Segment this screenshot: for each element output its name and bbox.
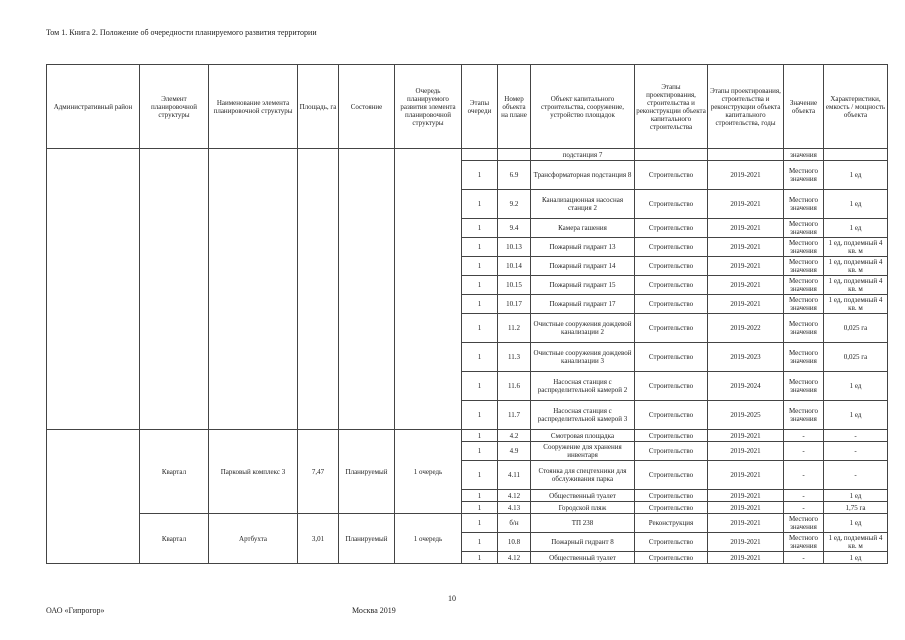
object-cell: Пожарный гидрант 8 (531, 533, 635, 552)
element-cell (140, 149, 209, 430)
capacity-cell: 1 ед (824, 490, 888, 502)
action-cell: Строительство (635, 430, 708, 442)
district-cell (47, 149, 140, 430)
action-cell (635, 149, 708, 161)
capacity-cell: 1 ед (824, 161, 888, 190)
object-number-cell: б/н (498, 514, 531, 533)
object-cell: Очистные сооружения дождевой канализации 3 (531, 343, 635, 372)
object-number-cell: 10.13 (498, 238, 531, 257)
table-row (47, 514, 888, 533)
object-cell: ТП 238 (531, 514, 635, 533)
action-cell: Реконструкция (635, 514, 708, 533)
capacity-cell: 0,025 га (824, 343, 888, 372)
significance-cell: Местного значения (784, 401, 824, 430)
capacity-cell (824, 149, 888, 161)
object-number-cell: 10.15 (498, 276, 531, 295)
object-number-cell: 10.14 (498, 257, 531, 276)
city-year: Москва 2019 (352, 606, 396, 615)
action-cell: Строительство (635, 502, 708, 514)
years-cell: 2019-2021 (708, 490, 784, 502)
object-cell: Трансформаторная подстанция 8 (531, 161, 635, 190)
object-cell: Пожарный гидрант 17 (531, 295, 635, 314)
object-cell: Общественный туалет (531, 490, 635, 502)
table-row (47, 149, 888, 161)
years-cell: 2019-2021 (708, 552, 784, 564)
significance-cell: Местного значения (784, 257, 824, 276)
object-number-cell (498, 149, 531, 161)
header-cell: Объект капитального строительства, сооружение, устройство площадок (531, 65, 635, 149)
capacity-cell: 1 ед, подземный 4 кв. м (824, 257, 888, 276)
significance-cell: Местного значения (784, 533, 824, 552)
years-cell: 2019-2021 (708, 190, 784, 219)
significance-cell: Местного значения (784, 161, 824, 190)
object-number-cell: 4.11 (498, 461, 531, 490)
element-cell: Квартал (140, 430, 209, 514)
years-cell: 2019-2021 (708, 461, 784, 490)
action-cell: Строительство (635, 257, 708, 276)
object-cell: Пожарный гидрант 14 (531, 257, 635, 276)
years-cell: 2019-2023 (708, 343, 784, 372)
element-name-cell (209, 149, 298, 430)
significance-cell: значения (784, 149, 824, 161)
stage-cell: 1 (462, 502, 498, 514)
years-cell: 2019-2024 (708, 372, 784, 401)
action-cell: Строительство (635, 295, 708, 314)
stage-cell: 1 (462, 314, 498, 343)
stage-cell: 1 (462, 219, 498, 238)
stage-cell: 1 (462, 552, 498, 564)
action-cell: Строительство (635, 442, 708, 461)
significance-cell: - (784, 461, 824, 490)
significance-cell: Местного значения (784, 514, 824, 533)
action-cell: Строительство (635, 343, 708, 372)
header-cell: Состояние (339, 65, 395, 149)
header-cell: Элемент планировочной структуры (140, 65, 209, 149)
years-cell: 2019-2021 (708, 442, 784, 461)
object-number-cell: 6.9 (498, 161, 531, 190)
action-cell: Строительство (635, 314, 708, 343)
object-number-cell: 9.2 (498, 190, 531, 219)
object-cell: Насосная станция с распределительной камерой 3 (531, 401, 635, 430)
action-cell: Строительство (635, 161, 708, 190)
stage-cell: 1 (462, 190, 498, 219)
action-cell: Строительство (635, 219, 708, 238)
page-number: 10 (448, 594, 456, 603)
state-cell (339, 149, 395, 430)
object-cell: Насосная станция с распределительной камерой 2 (531, 372, 635, 401)
object-number-cell: 4.9 (498, 442, 531, 461)
action-cell: Строительство (635, 490, 708, 502)
area-cell (298, 149, 339, 430)
stage-cell: 1 (462, 442, 498, 461)
stage-cell: 1 (462, 276, 498, 295)
action-cell: Строительство (635, 533, 708, 552)
stage-cell: 1 (462, 461, 498, 490)
state-cell: Планируемый (339, 430, 395, 514)
header-cell: Площадь, га (298, 65, 339, 149)
staging-table (46, 64, 888, 564)
area-cell: 3,01 (298, 514, 339, 564)
header-cell: Значение объекта (784, 65, 824, 149)
object-cell: Сооружение для хранения инвентаря (531, 442, 635, 461)
capacity-cell: - (824, 461, 888, 490)
organization-name: ОАО «Гипрогор» (46, 606, 105, 615)
queue-cell: 1 очередь (395, 514, 462, 564)
object-cell: Пожарный гидрант 13 (531, 238, 635, 257)
header-cell: Характеристики, емкость / мощность объекта (824, 65, 888, 149)
capacity-cell: 1 ед (824, 552, 888, 564)
object-cell: Смотровая площадка (531, 430, 635, 442)
significance-cell: Местного значения (784, 314, 824, 343)
element-cell: Квартал (140, 514, 209, 564)
years-cell: 2019-2021 (708, 502, 784, 514)
header-cell: Номер объекта на плане (498, 65, 531, 149)
object-number-cell: 9.4 (498, 219, 531, 238)
action-cell: Строительство (635, 238, 708, 257)
capacity-cell: 1 ед (824, 514, 888, 533)
header-cell: Этапы очереди (462, 65, 498, 149)
capacity-cell: 1 ед, подземный 4 кв. м (824, 295, 888, 314)
object-number-cell: 4.12 (498, 490, 531, 502)
stage-cell: 1 (462, 295, 498, 314)
object-number-cell: 11.2 (498, 314, 531, 343)
action-cell: Строительство (635, 372, 708, 401)
header-cell: Этапы проектирования, строительства и реконструкции объекта капитального строительства (635, 65, 708, 149)
stage-cell: 1 (462, 257, 498, 276)
element-name-cell: Артбухта (209, 514, 298, 564)
years-cell: 2019-2021 (708, 533, 784, 552)
significance-cell: Местного значения (784, 219, 824, 238)
years-cell: 2019-2021 (708, 430, 784, 442)
object-number-cell: 11.6 (498, 372, 531, 401)
years-cell: 2019-2021 (708, 514, 784, 533)
object-cell: подстанция 7 (531, 149, 635, 161)
stage-cell: 1 (462, 533, 498, 552)
capacity-cell: 1 ед (824, 190, 888, 219)
object-cell: Канализационная насосная станция 2 (531, 190, 635, 219)
state-cell: Планируемый (339, 514, 395, 564)
stage-cell: 1 (462, 372, 498, 401)
stage-cell: 1 (462, 430, 498, 442)
years-cell: 2019-2021 (708, 219, 784, 238)
action-cell: Строительство (635, 552, 708, 564)
stage-cell: 1 (462, 238, 498, 257)
stage-cell: 1 (462, 343, 498, 372)
object-number-cell: 10.17 (498, 295, 531, 314)
significance-cell: - (784, 442, 824, 461)
stage-cell: 1 (462, 490, 498, 502)
stage-cell (462, 149, 498, 161)
capacity-cell: - (824, 442, 888, 461)
capacity-cell: 1 ед (824, 219, 888, 238)
header-cell: Наименование элемента планировочной структуры (209, 65, 298, 149)
document-title: Том 1. Книга 2. Положение об очередности планируемого развития территории (46, 28, 317, 37)
significance-cell: Местного значения (784, 343, 824, 372)
object-number-cell: 11.3 (498, 343, 531, 372)
years-cell: 2019-2021 (708, 257, 784, 276)
capacity-cell: 1,75 га (824, 502, 888, 514)
action-cell: Строительство (635, 190, 708, 219)
years-cell: 2019-2025 (708, 401, 784, 430)
object-cell: Пожарный гидрант 15 (531, 276, 635, 295)
object-cell: Общественный туалет (531, 552, 635, 564)
object-cell: Очистные сооружения дождевой канализации 2 (531, 314, 635, 343)
object-number-cell: 4.12 (498, 552, 531, 564)
significance-cell: - (784, 552, 824, 564)
significance-cell: - (784, 430, 824, 442)
stage-cell: 1 (462, 514, 498, 533)
object-number-cell: 4.2 (498, 430, 531, 442)
stage-cell: 1 (462, 401, 498, 430)
years-cell: 2019-2022 (708, 314, 784, 343)
header-cell: Очередь планируемого развития элемента планировочной структуры (395, 65, 462, 149)
object-cell: Камера гашения (531, 219, 635, 238)
years-cell: 2019-2021 (708, 295, 784, 314)
action-cell: Строительство (635, 276, 708, 295)
years-cell: 2019-2021 (708, 161, 784, 190)
significance-cell: Местного значения (784, 372, 824, 401)
capacity-cell: 1 ед, подземный 4 кв. м (824, 238, 888, 257)
district-cell (47, 430, 140, 564)
area-cell: 7,47 (298, 430, 339, 514)
action-cell: Строительство (635, 401, 708, 430)
significance-cell: Местного значения (784, 190, 824, 219)
queue-cell (395, 149, 462, 430)
years-cell: 2019-2021 (708, 276, 784, 295)
years-cell: 2019-2021 (708, 238, 784, 257)
capacity-cell: 0,025 га (824, 314, 888, 343)
element-name-cell: Парковый комплекс 3 (209, 430, 298, 514)
header-cell: Этапы проектирования, строительства и реконструкции объекта капитального строительства, годы (708, 65, 784, 149)
capacity-cell: 1 ед, подземный 4 кв. м (824, 533, 888, 552)
significance-cell: - (784, 502, 824, 514)
capacity-cell: 1 ед, подземный 4 кв. м (824, 276, 888, 295)
significance-cell: Местного значения (784, 276, 824, 295)
capacity-cell: 1 ед (824, 372, 888, 401)
stage-cell: 1 (462, 161, 498, 190)
capacity-cell: 1 ед (824, 401, 888, 430)
queue-cell: 1 очередь (395, 430, 462, 514)
action-cell: Строительство (635, 461, 708, 490)
object-cell: Городской пляж (531, 502, 635, 514)
significance-cell: - (784, 490, 824, 502)
object-number-cell: 11.7 (498, 401, 531, 430)
object-cell: Стоянка для спецтехники для обслуживания парка (531, 461, 635, 490)
object-number-cell: 10.8 (498, 533, 531, 552)
header-cell: Административный район (47, 65, 140, 149)
header-row (47, 65, 888, 149)
object-number-cell: 4.13 (498, 502, 531, 514)
significance-cell: Местного значения (784, 295, 824, 314)
capacity-cell: - (824, 430, 888, 442)
table-row (47, 430, 888, 442)
significance-cell: Местного значения (784, 238, 824, 257)
years-cell (708, 149, 784, 161)
